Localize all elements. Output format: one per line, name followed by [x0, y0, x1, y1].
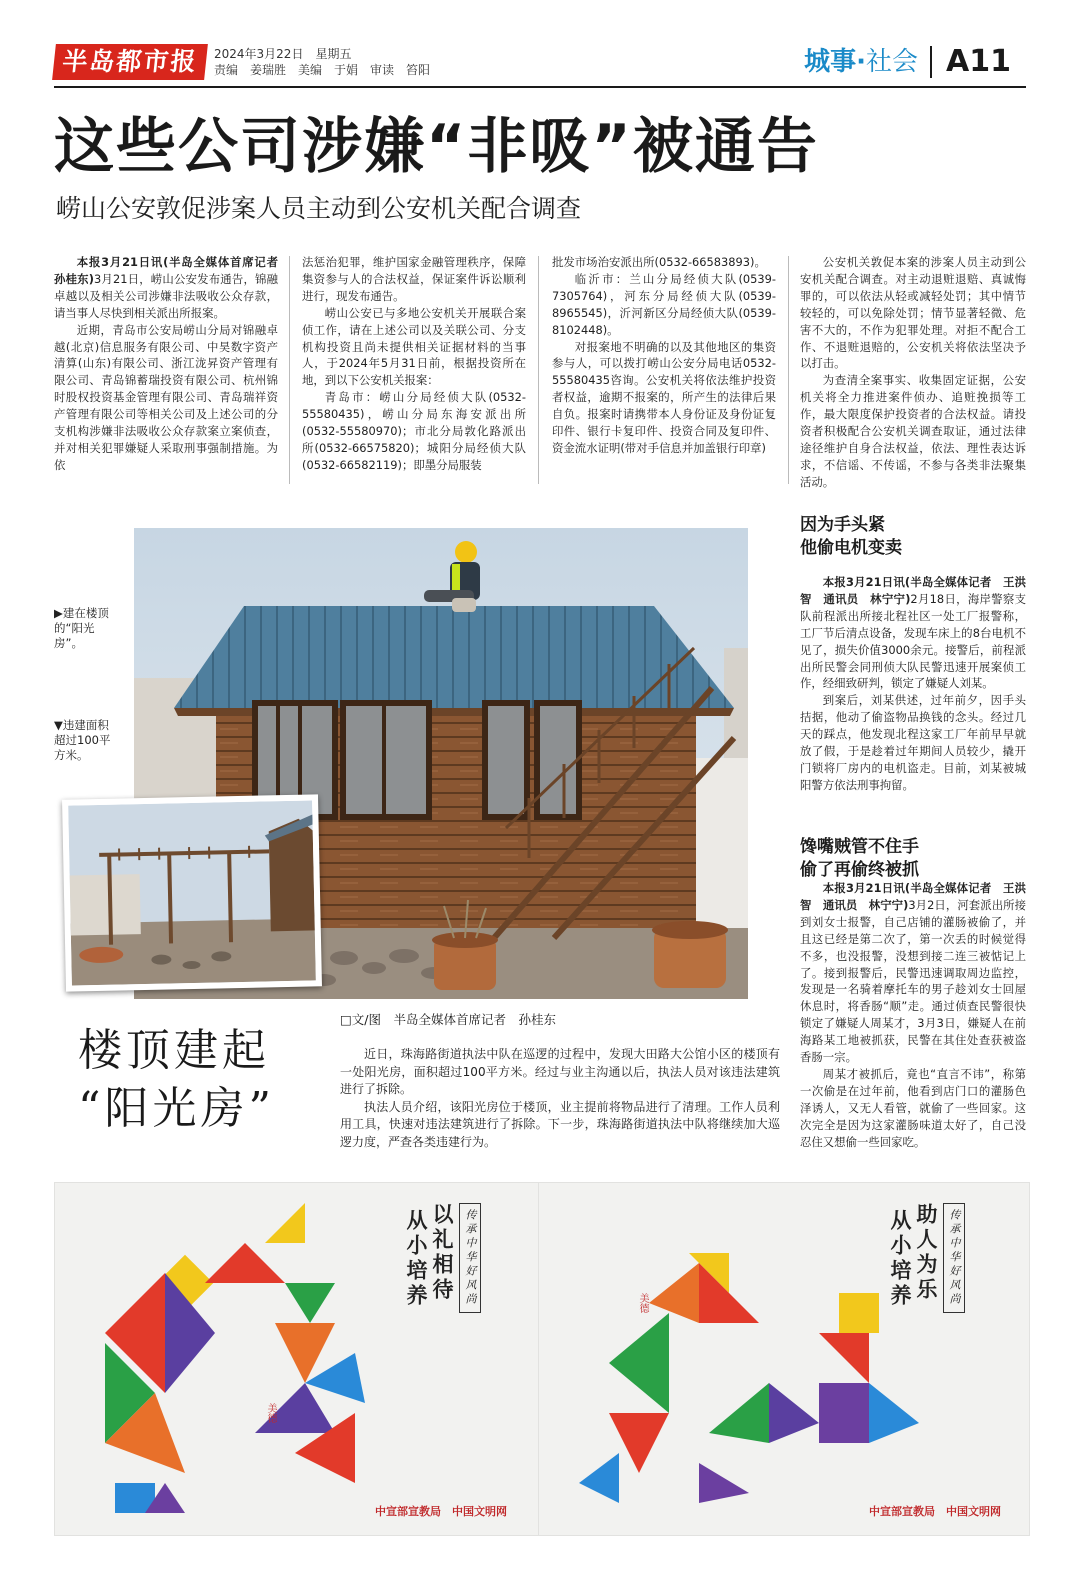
lead-col4-p2: 为查清全案事实、收集固定证据，公安机关将全力推进案件侦办、追赃挽损等工作，最大限度保护投资者的合法权益。请投资者积极配合公安机关调查取证，通过法律途径维护自身合法权益，依法、理性表达诉求，不信谣、不传谣，不参与各类非法聚集活动。	[800, 373, 1026, 489]
ad-left-slogan-a: 以礼相待	[430, 1203, 455, 1303]
lead-col1-p1: 3月21日，崂山公安发布通告，锦融卓越以及相关公司涉嫌非法吸收公众存款，请当事人尽快到相关派出所报案。	[54, 271, 278, 320]
ad-left-footer: 中宣部宣教局 中国文明网	[375, 1505, 507, 1518]
psa-ad-left	[54, 1182, 546, 1536]
photo-story-byline: □文/图 半岛全媒体首席记者 孙桂东	[340, 1012, 557, 1027]
lead-col2-p2: 崂山公安已与多地公安机关开展联合案侦工作，请在上述公司以及关联公司、分支机构投资且尚未提供相关证据材料的当事人，于2024年5月31日前，根据投资所在地，到以下公安机关报案：	[302, 305, 526, 388]
section-main: 城事	[804, 47, 857, 77]
photo-story-p2: 执法人员介绍，该阳光房位于楼顶，业主提前将物品进行了清理。工作人员利用工具，快速对违法建筑进行了拆除。下一步，珠海路街道执法中队将继续加大巡逻力度，严查各类违建行为。	[340, 1099, 780, 1149]
date-line: 2024年3月22日 星期五	[214, 47, 352, 61]
lead-col4-p1: 公安机关敦促本案的涉案人员主动到公安机关配合调查。对主动退赃退赔、真诚悔罪的，可以依法从轻或减轻处罚；其中情节较轻的，可以免除处罚；情节显著轻微、危害不大的，不作为犯罪处理。对拒不配合工作、不退赃退赔的，公安机关将依法坚决予以打击。	[800, 255, 1026, 371]
column-divider	[538, 256, 539, 484]
section-sub: 社会	[865, 47, 918, 77]
section-dot: ·	[856, 47, 866, 77]
article2-byline: 本报3月21日讯(半岛全媒体记者 王洪智 通讯员 林宁宁)	[800, 575, 1026, 606]
lead-subhead: 崂山公安敦促涉案人员主动到公安机关配合调查	[56, 194, 582, 223]
lead-col1-p2: 近期，青岛市公安局崂山分局对锦融卓越(北京)信息服务有限公司、中昊数字资产清算(山东)有限公司、浙江泷昇资产管理有限公司、青岛锦蓄瑞投资有限公司、杭州锦时股权投资基金管理有限公司、青岛瑞祥资产管理有限公司等相关公司及上述公司的分支机构涉嫌非法吸收公众存款案立案侦查，并对相关犯罪嫌疑人采取刑事强制措施。为依	[54, 322, 278, 472]
photo-caption-2-text: ▼违建面积超过100平方米。	[54, 718, 111, 762]
photo-story-body	[340, 1046, 780, 1151]
column-divider	[289, 256, 290, 484]
ad-left-slogan-b: 从小培养	[404, 1209, 429, 1309]
photo-caption-1	[54, 606, 118, 651]
article2-title-line2: 他偷电机变卖	[800, 538, 902, 558]
article3-p2: 周某才被抓后，竟也“直言不讳”，称第一次偷是在过年前，他看到店门口的灌肠色泽诱人，又无人看管，就偷了一些回家。这次完全是因为这家灌肠味道太好了，自己没忍住又想偷一些回家吃。	[800, 1066, 1026, 1149]
lead-col2-p3: 青岛市：崂山分局经侦大队(0532-55580435)，崂山分局东海安派出所(0532-55580970)；市北分局敦化路派出所(0532-66575820)；城阳分局经侦大队(0532-66582119)；即墨分局服装	[302, 390, 526, 472]
article3-title-line2: 偷了再偷终被抓	[800, 860, 919, 880]
ad-right-slogan-b: 从小培养	[888, 1209, 913, 1309]
article2-p2: 到案后，刘某供述，过年前夕，因手头拮据，他动了偷盗物品换钱的念头。经过几天的踩点，他发现北程这家工厂年前早早就放了假，于是趁着过年期间人员较少，撬开门锁将厂房内的电机盗走。目前，刘某被城阳警方依法刑事拘留。	[800, 693, 1026, 792]
ad-left-tag: 传承中华好风尚	[459, 1203, 481, 1313]
article3-body	[800, 880, 1026, 1151]
photo-story-title-line1: 楼顶建起	[78, 1025, 270, 1076]
page-number: A11	[946, 44, 1011, 79]
ad-right-tag: 传承中华好风尚	[943, 1203, 965, 1313]
ad-right-seal: 美德	[637, 1293, 648, 1313]
article2-title	[800, 514, 902, 560]
header-rule	[54, 86, 1026, 88]
ad-right-slogan-a: 助人为乐	[914, 1203, 939, 1303]
article3-title	[800, 836, 919, 882]
header-divider	[930, 46, 932, 78]
article3-p1: 3月2日，河套派出所接到刘女士报警，自己店铺的灌肠被偷了，并且这已经是第二次了，第一次丢的时候觉得不多，也没报警，没想到接二连三被惦记上了。接到报警后，民警迅速调取周边监控，发现是一名骑着摩托车的男子趁刘女士回屋休息时，将香肠“顺”走。通过侦查民警很快锁定了嫌疑人周某才，3月3日，嫌疑人在前海路某工地被抓获，民警在其住处查获被盗香肠一宗。	[800, 897, 1026, 1065]
lead-byline: 本报3月21日讯(半岛全媒体首席记者 孙桂东)	[54, 255, 290, 286]
lead-col2-p1: 法惩治犯罪，维护国家金融管理秩序，保障集资参与人的合法权益，保证案件诉讼顺利进行，现发布通告。	[302, 255, 526, 303]
lead-col3-p2: 临沂市：兰山分局经侦大队(0539-7305764)，河东分局经侦大队(0539-8965545)，沂河新区分局经侦大队(0539-8102448)。	[552, 271, 776, 337]
photo-story-p1: 近日，珠海路街道执法中队在巡逻的过程中，发现大田路大公馆小区的楼顶有一处阳光房，面积超过100平方米。经过与业主沟通以后，执法人员对该违法建筑进行了拆除。	[340, 1047, 780, 1096]
lead-col3-p3: 对报案地不明确的以及其他地区的集资参与人，可以拨打崂山公安分局电话0532-55580435咨询。公安机关将依法维护投资者权益，逾期不报案的，所产生的法律后果自负。报案时请携带本人身份证及身份证复印件、银行卡复印件、投资合同及复印件、资金流水证明(带对手信息并加盖银行印章)	[552, 339, 776, 455]
article3-byline: 本报3月21日讯(半岛全媒体记者 王洪智 通讯员 林宁宁)	[800, 881, 1026, 912]
article3-title-line1: 馋嘴贼管不住手	[800, 837, 919, 857]
photo-story-title	[78, 1022, 275, 1138]
sunroom-inset-photo	[62, 794, 322, 991]
lead-column-1	[54, 254, 290, 474]
photo-caption-1-text: ▶建在楼顶的“阳光房”。	[54, 606, 109, 650]
sunroom-inset-illustration	[68, 800, 316, 985]
section-label	[804, 44, 918, 80]
lead-column-2	[302, 254, 526, 474]
column-divider	[788, 256, 789, 484]
lead-col3-p1: 批发市场治安派出所(0532-66583893)。	[552, 255, 766, 269]
article2-body	[800, 574, 1026, 794]
psa-ad-right	[538, 1182, 1030, 1536]
photo-story-title-line2: “阳光房”	[78, 1083, 275, 1134]
masthead-logo: 半岛都市报	[52, 44, 208, 80]
lead-headline: 这些公司涉嫌“非吸”被通告	[54, 112, 819, 182]
lead-column-3	[552, 254, 776, 457]
ad-left-seal: 美德	[265, 1403, 276, 1423]
photo-caption-2	[54, 718, 118, 763]
article2-p1: 2月18日，海岸警察支队前程派出所接北程社区一处工厂报警称，工厂节后清点设备，发现车床上的8台电机不见了，损失价值3000余元。接警后，前程派出所民警会同刑侦大队民警迅速开展案侦工作，经细致研判，锁定了嫌疑人刘某。	[800, 591, 1026, 691]
article2-title-line1: 因为手头紧	[800, 515, 885, 535]
ad-right-footer: 中宣部宣教局 中国文明网	[869, 1505, 1001, 1518]
lead-column-4	[800, 254, 1026, 491]
editors-line: 责编 姜瑞胜 美编 于娟 审读 笞阳	[214, 63, 431, 77]
